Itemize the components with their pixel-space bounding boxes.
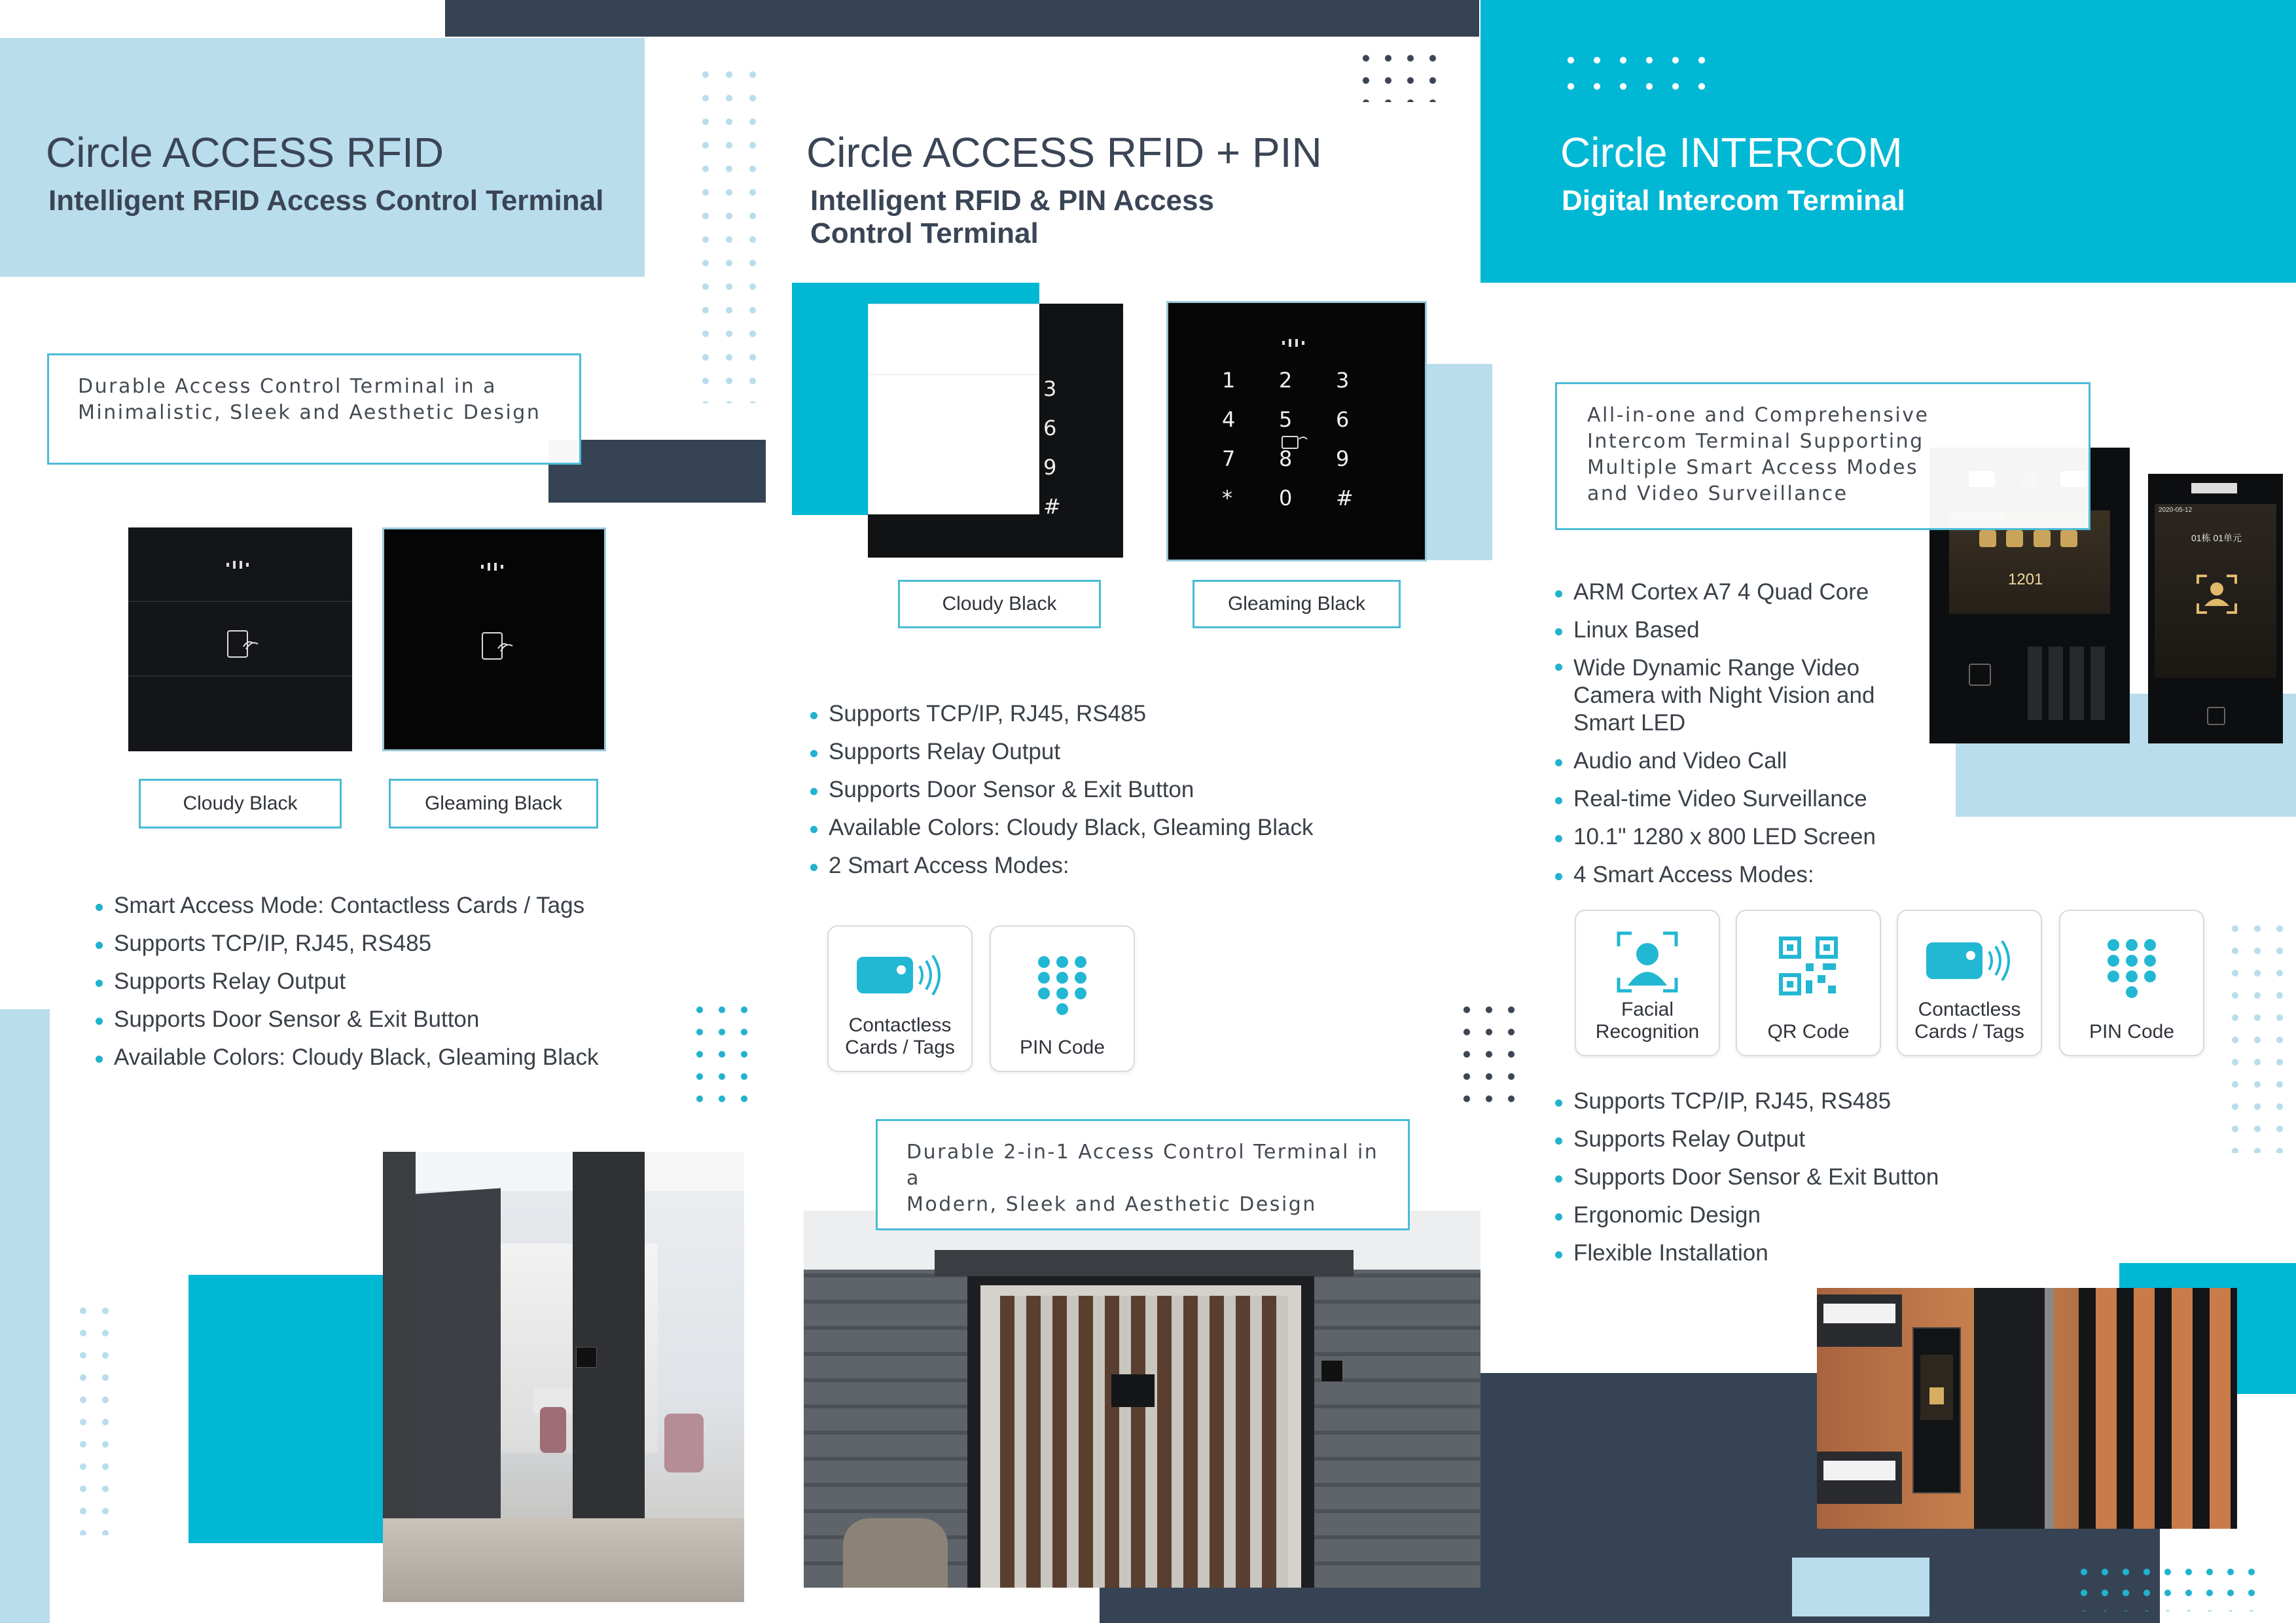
subtitle-line: Intelligent RFID & PIN Access xyxy=(810,185,1214,217)
spec-item: Real-time Video Surveillance xyxy=(1555,780,1915,818)
mode-label-line: Recognition xyxy=(1595,1021,1700,1043)
mode-card-pin-code xyxy=(990,925,1135,1072)
rfid-feature-list xyxy=(96,887,599,1077)
office-door-photo xyxy=(383,1152,744,1602)
callout-line: Durable 2-in-1 Access Control Terminal in a xyxy=(906,1141,1379,1190)
dot-grid xyxy=(1355,47,1444,102)
left-edge-light-block xyxy=(0,1009,50,1623)
rfid-device-cloudy-black xyxy=(128,527,352,751)
dot-grid xyxy=(2073,1561,2257,1611)
wall-mounted-rfidpin-device xyxy=(1321,1360,1343,1382)
keypad-key: 6 xyxy=(1336,407,1350,432)
spec-item: ARM Cortex A7 4 Quad Core xyxy=(1555,573,1915,611)
feature-item: Supports Relay Output xyxy=(1555,1120,1939,1158)
mode-label xyxy=(1580,999,1715,1043)
rfidpin-title: Circle ACCESS RFID + PIN xyxy=(806,129,1322,176)
cyan-block-door xyxy=(188,1275,385,1543)
mode-label-line: Cards / Tags xyxy=(845,1037,955,1058)
mode-card-pin-code xyxy=(2059,910,2204,1056)
subtitle-line: Control Terminal xyxy=(810,217,1039,249)
spec-item: Wide Dynamic Range Video Camera with Night Vision and Smart LED xyxy=(1555,649,1915,742)
feature-item: Flexible Installation xyxy=(1555,1234,1939,1272)
led-indicator xyxy=(226,560,253,569)
rfidpin-device-gleaming-black xyxy=(1166,301,1427,562)
gate-mounted-device xyxy=(1111,1374,1155,1407)
feature-item: 2 Smart Access Modes: xyxy=(810,847,1314,885)
feature-item: Ergonomic Design xyxy=(1555,1196,1939,1234)
keypad-key: # xyxy=(1043,494,1061,519)
callout-line: Minimalistic, Sleek and Aesthetic Design xyxy=(78,401,541,424)
keypad-key: 8 xyxy=(1279,446,1293,471)
mode-card-facial-recognition xyxy=(1575,910,1720,1056)
card-reader-icon xyxy=(1969,664,1991,686)
pin-keypad-icon xyxy=(1036,954,1088,1020)
keypad-key: 3 xyxy=(1336,368,1350,393)
card-tap-icon xyxy=(478,625,515,662)
feature-item: Smart Access Mode: Contactless Cards / Tags xyxy=(96,887,599,925)
feature-item: Supports TCP/IP, RJ45, RS485 xyxy=(96,925,599,963)
dot-grid xyxy=(694,63,764,403)
rfidpin-device-cloudy-black xyxy=(868,304,1123,558)
dot-grid xyxy=(1558,47,1715,97)
intercom-title: Circle INTERCOM xyxy=(1560,129,1903,176)
led-indicator xyxy=(481,562,507,571)
feature-item: Supports TCP/IP, RJ45, RS485 xyxy=(810,695,1314,733)
pin-keypad-icon xyxy=(2106,937,2158,1003)
rfid-subtitle: Intelligent RFID Access Control Terminal xyxy=(48,185,604,217)
callout-line: Intercom Terminal Supporting xyxy=(1587,430,1924,453)
feature-item: Supports TCP/IP, RJ45, RS485 xyxy=(1555,1082,1939,1120)
keypad-key: 9 xyxy=(1336,446,1350,471)
keypad-key: 7 xyxy=(1222,446,1236,471)
rfid-callout xyxy=(47,353,581,465)
intercom-feature-list xyxy=(1555,1082,1939,1272)
rfidpin-subtitle xyxy=(810,185,1214,250)
contactless-card-icon xyxy=(1924,937,2015,983)
face-recognition-icon xyxy=(1615,929,1680,995)
feature-item: Supports Door Sensor & Exit Button xyxy=(810,771,1314,809)
screen-date: 2020-05-12 xyxy=(2159,507,2193,514)
feature-item: Supports Door Sensor & Exit Button xyxy=(1555,1158,1939,1196)
intercom-device-secondary xyxy=(2148,474,2283,743)
contactless-card-icon xyxy=(854,952,946,997)
spec-item: 10.1" 1280 x 800 LED Screen xyxy=(1555,818,1915,856)
light-block-bottom-right xyxy=(1792,1558,1929,1616)
callout-line: All-in-one and Comprehensive xyxy=(1587,404,1929,427)
led-indicator xyxy=(1282,338,1311,348)
swatch-label-cloudy-black: Cloudy Black xyxy=(139,779,342,829)
dot-grid xyxy=(1456,999,1522,1110)
mode-label xyxy=(833,1014,967,1059)
dot-grid xyxy=(72,1300,124,1535)
keypad-grid xyxy=(2028,647,2106,720)
intercom-installation-photo xyxy=(1817,1288,2237,1529)
keypad-key: 3 xyxy=(1043,376,1057,401)
feature-item: Available Colors: Cloudy Black, Gleaming Black xyxy=(96,1039,599,1077)
keypad-column xyxy=(1043,369,1063,526)
screen-room-number: 1201 xyxy=(2008,571,2043,588)
mode-label xyxy=(1902,999,2037,1043)
feature-item: Supports Relay Output xyxy=(810,733,1314,771)
rfidpin-callout xyxy=(876,1119,1410,1230)
keypad-key: 5 xyxy=(1279,407,1293,432)
rfid-title: Circle ACCESS RFID xyxy=(46,129,444,176)
keypad-key: # xyxy=(1336,486,1354,510)
screen-app-icons xyxy=(1979,530,2077,556)
mode-label-line: Cards / Tags xyxy=(1914,1021,2024,1043)
mode-label-line: Facial xyxy=(1621,999,1674,1020)
mode-label: PIN Code xyxy=(1019,1037,1105,1058)
keypad-key: 1 xyxy=(1222,368,1236,393)
mode-label: PIN Code xyxy=(2089,1021,2175,1043)
mode-label-line: Contactless xyxy=(1918,999,2021,1020)
swatch-label-gleaming-black: Gleaming Black xyxy=(1193,580,1401,628)
screen-unit: 01栋 01单元 xyxy=(2191,533,2242,543)
swatch-label-gleaming-black: Gleaming Black xyxy=(389,779,598,829)
card-tap-icon xyxy=(1281,431,1310,451)
intercom-mounted-device xyxy=(1912,1327,1961,1493)
intercom-spec-list xyxy=(1555,573,1915,894)
wall-mounted-rfid-device xyxy=(576,1347,597,1368)
keypad-key: * xyxy=(1222,486,1232,510)
intercom-callout xyxy=(1555,382,2090,530)
keypad-key: 0 xyxy=(1279,486,1293,510)
feature-item: Supports Relay Output xyxy=(96,963,599,1001)
rfid-device-gleaming-black xyxy=(382,527,606,751)
callout-line: Multiple Smart Access Modes xyxy=(1587,456,1919,479)
spec-item: Linux Based xyxy=(1555,611,1915,649)
gate-photo xyxy=(804,1211,1480,1588)
callout-line: Modern, Sleek and Aesthetic Design xyxy=(906,1193,1317,1216)
mode-label: QR Code xyxy=(1767,1021,1850,1043)
keypad-key: 9 xyxy=(1043,455,1057,480)
intercom-screen xyxy=(2155,504,2276,678)
dot-grid xyxy=(689,999,755,1110)
keypad-key: 6 xyxy=(1043,416,1057,440)
top-navy-bar xyxy=(445,0,1479,37)
feature-item: Available Colors: Cloudy Black, Gleaming Black xyxy=(810,809,1314,847)
mode-card-qr-code xyxy=(1736,910,1881,1056)
dot-grid xyxy=(2224,918,2291,1153)
card-tap-icon xyxy=(224,623,260,660)
spec-item: Audio and Video Call xyxy=(1555,742,1915,780)
keypad-key: 4 xyxy=(1222,407,1236,432)
intercom-subtitle: Digital Intercom Terminal xyxy=(1562,185,1905,217)
mode-card-contactless xyxy=(1897,910,2042,1056)
feature-item: Supports Door Sensor & Exit Button xyxy=(96,1001,599,1039)
spec-item: 4 Smart Access Modes: xyxy=(1555,856,1915,894)
face-recognition-icon xyxy=(2195,572,2238,615)
mode-card-contactless xyxy=(827,925,973,1072)
qr-code-icon xyxy=(1777,935,1840,997)
mode-label-line: Contactless xyxy=(848,1014,952,1036)
callout-line: Durable Access Control Terminal in a xyxy=(78,375,497,398)
keypad-key: 2 xyxy=(1279,368,1293,393)
card-reader-icon xyxy=(2207,707,2225,725)
swatch-label-cloudy-black: Cloudy Black xyxy=(898,580,1101,628)
rfidpin-feature-list xyxy=(810,695,1314,885)
callout-line: and Video Surveillance xyxy=(1587,482,1848,505)
